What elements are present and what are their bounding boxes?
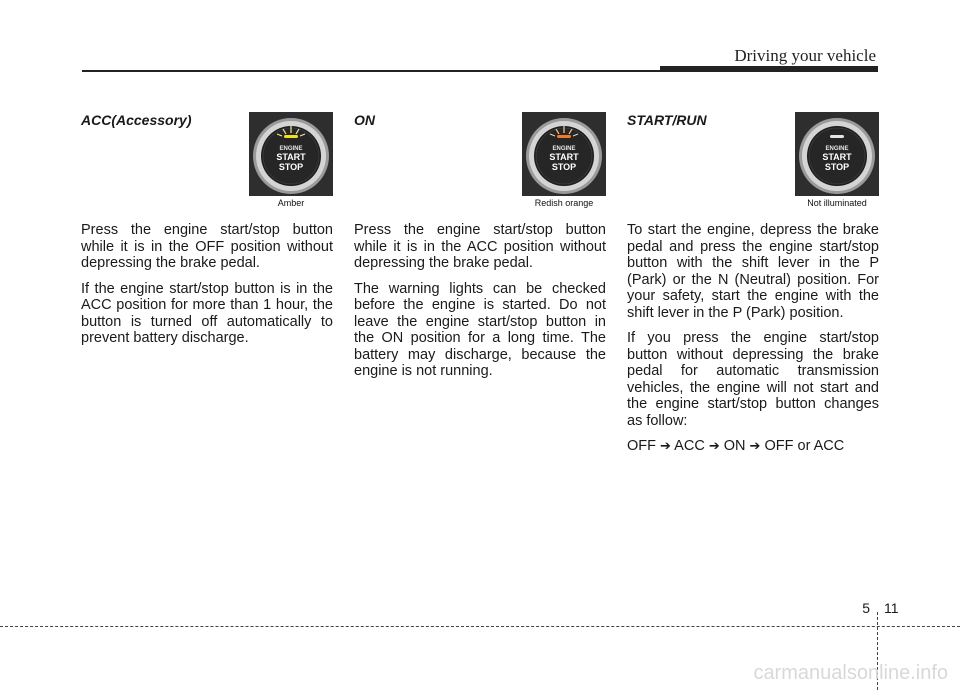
arrow-right-icon: ➔ (708, 438, 720, 453)
arrow-right-icon: ➔ (749, 438, 761, 453)
sequence-step: OFF (627, 438, 656, 454)
section-title: START/RUN (627, 112, 707, 128)
sequence-step: ON (723, 438, 746, 454)
section-body (354, 222, 606, 389)
chapter-number: 5 (862, 600, 870, 616)
figure-caption: Redish orange (534, 198, 594, 208)
page-number: 11 (884, 600, 899, 616)
engine-label: ENGINE (279, 146, 303, 152)
section-body (627, 222, 879, 464)
page-header-title: Driving your vehicle (734, 46, 876, 65)
engine-button-start-figure (795, 112, 879, 196)
paragraph: Press the engine start/stop button while it is in the ACC position without depressing the brake pedal. (354, 222, 606, 271)
engine-button-acc-figure (249, 112, 333, 196)
sequence-step: OFF or ACC (764, 438, 845, 454)
engine-start-button-icon (249, 112, 333, 196)
engine-start-button-icon (795, 112, 879, 196)
figure-caption: Amber (277, 198, 305, 208)
state-sequence (627, 438, 879, 455)
engine-label: ENGINE (552, 146, 576, 152)
engine-label: ENGINE (825, 146, 849, 152)
stop-label: STOP (278, 162, 304, 172)
header-rule-thin (82, 70, 660, 72)
section-title: ACC(Accessory) (81, 112, 192, 128)
start-label: START (822, 152, 852, 162)
watermark: carmanualsonline.info (753, 662, 948, 684)
sequence-step: ACC (674, 438, 705, 454)
arrow-right-icon: ➔ (660, 438, 671, 453)
paragraph: To start the engine, depress the brake pedal and press the engine start/stop button with the shift lever in the P (Park) or the N (Neutral) position. For your safety, start the engine with the shift lever in the P (Park) position. (627, 222, 879, 321)
header-rule-thick (660, 66, 878, 72)
section-title: ON (354, 112, 375, 128)
stop-label: STOP (551, 162, 577, 172)
engine-button-on-figure (522, 112, 606, 196)
engine-start-button-icon (522, 112, 606, 196)
paragraph: If you press the engine start/stop button without depressing the brake pedal for automatic transmission vehicles, the engine will not start and the engine start/stop button changes as follow: (627, 330, 879, 429)
paragraph: The warning lights can be checked before the engine is started. Do not leave the engine start/stop button in the ON position for a long time. The battery may discharge, because the engine is not running. (354, 280, 606, 379)
paragraph: If the engine start/stop button is in the ACC position for more than 1 hour, the button is turned off automatically to prevent battery discharge. (81, 280, 333, 346)
start-label: START (549, 152, 579, 162)
section-body (81, 222, 333, 356)
footer-dashed-rule (0, 626, 960, 627)
start-label: START (276, 152, 306, 162)
figure-caption: Not illuminated (807, 198, 867, 208)
stop-label: STOP (824, 162, 850, 172)
paragraph: Press the engine start/stop button while it is in the OFF position without depressing the brake pedal. (81, 222, 333, 271)
